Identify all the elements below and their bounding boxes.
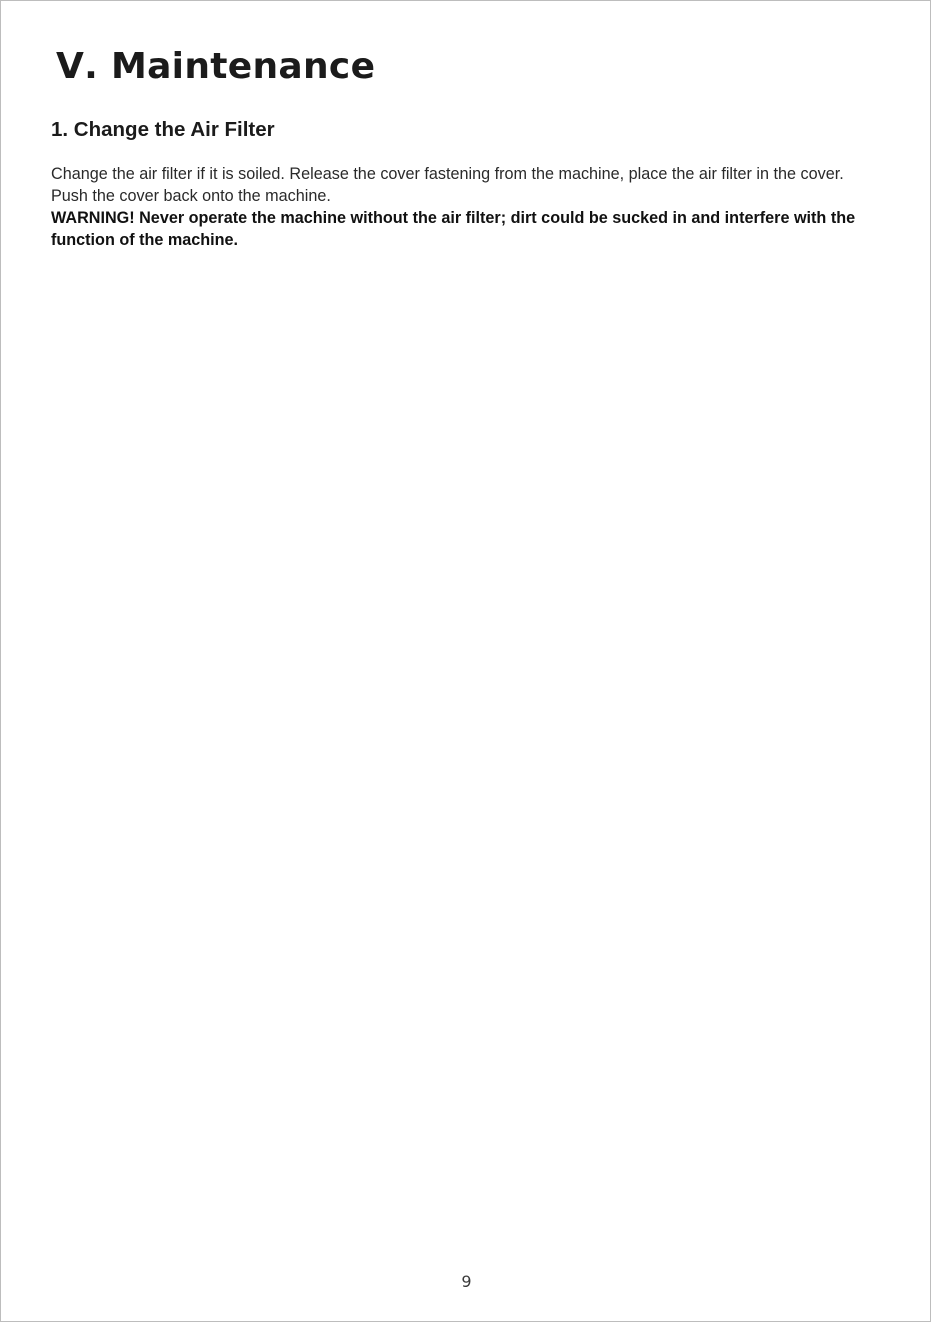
page-title: Ⅴ. Maintenance [56, 46, 376, 87]
section-content [51, 163, 881, 251]
warning-paragraph: WARNING! Never operate the machine without the air filter; dirt could be sucked in and interfere with the function of the machine. [51, 209, 856, 249]
section-heading: 1. Change the Air Filter [51, 118, 275, 141]
page-number: 9 [461, 1272, 472, 1291]
body-paragraph: Change the air filter if it is soiled. Release the cover fastening from the machine, place the air filter in the cover. Push the cover back onto the machine. [51, 165, 844, 205]
